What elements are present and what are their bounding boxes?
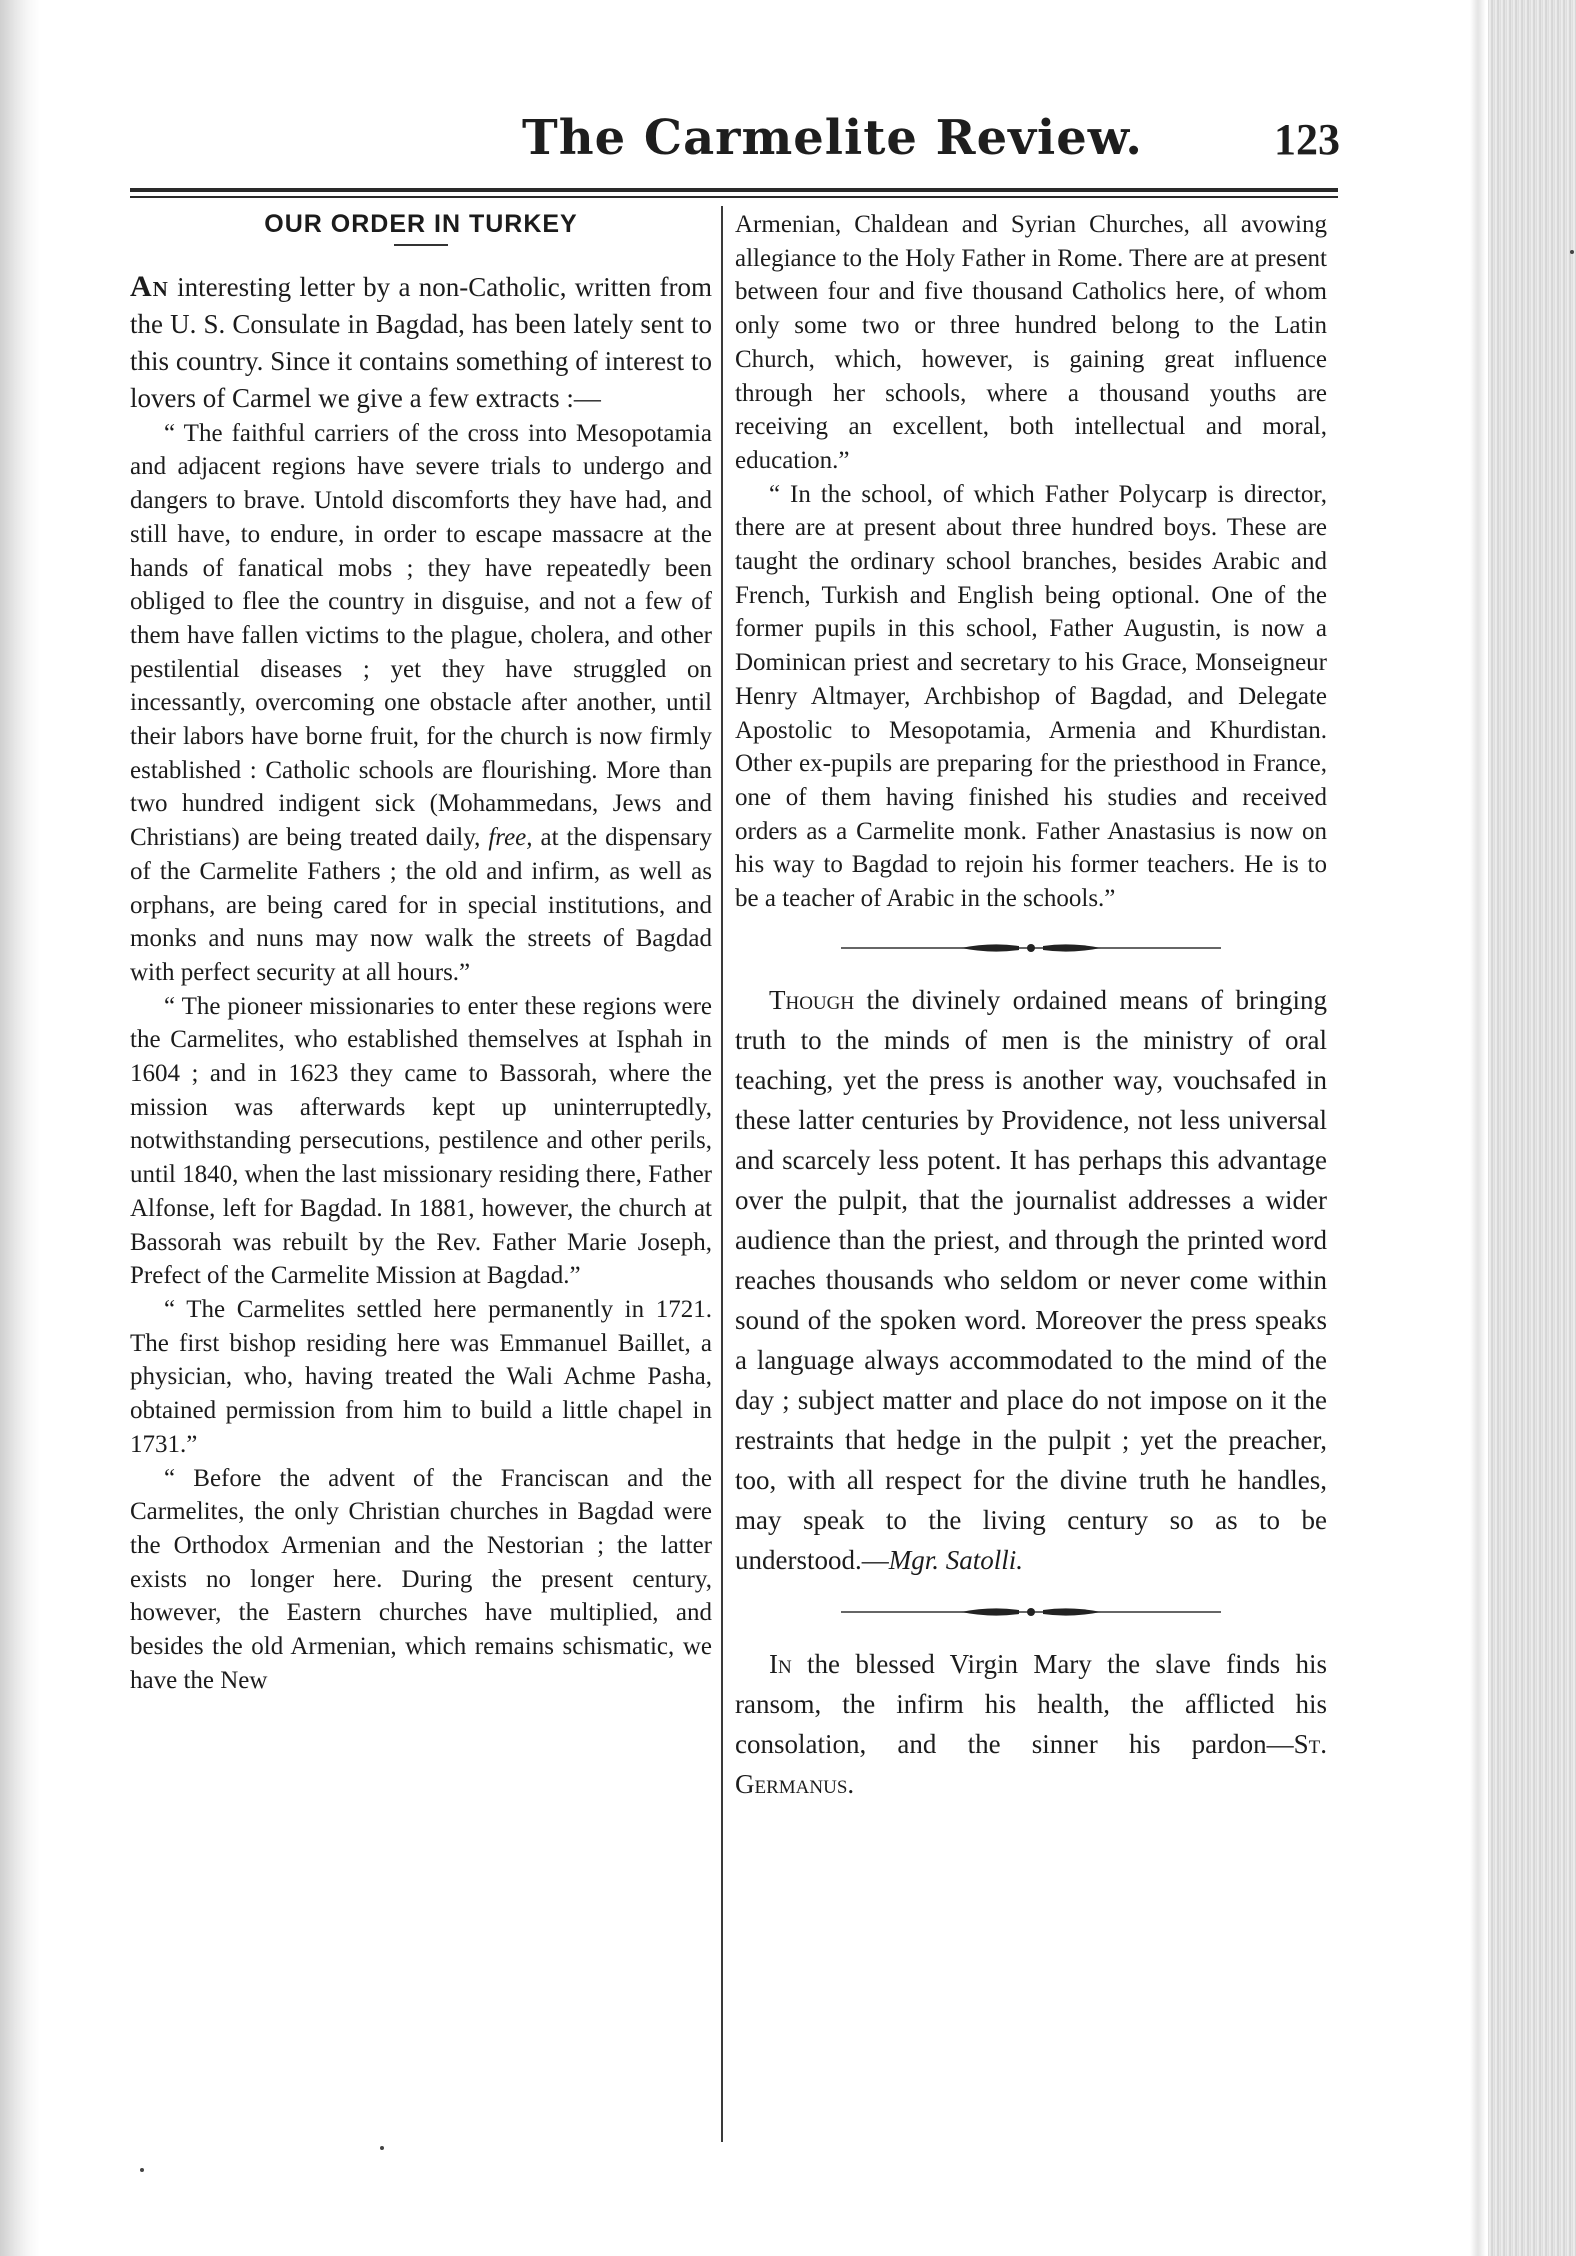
paragraph-1 [130,417,712,990]
running-header [130,110,1340,180]
scan-speck [1570,250,1574,254]
page-number: 123 [1274,115,1340,164]
article-heading: OUR ORDER IN TURKEY [264,210,578,238]
paragraph-4: “ Before the advent of the Franciscan and the Carmelites, the only Christian churches in Bagdad were the Orthodox Armenian and the Nestorian ; the latter exists no longer here. During the present century, however, the Eastern churches have multiplied, and besides the old Armenian, which remains schismatic, we have the New [130,1464,712,1694]
press-note-attribution: Mgr. Satolli. [888,1544,1023,1575]
ornament-divider-1 [841,936,1221,960]
intro-first-word: An [130,269,169,303]
paragraph-5: “ In the school, of which Father Polycarp is director, there are at present about three hundred boys. These are taught the ordinary school branches, besides Arabic and French, Turkish and English being optional. One of the former pupils in this school, Father Augustin, is now a Dominican priest and secretary to his Grace, Monseigneur Henry Altmayer, Archbishop of Bagdad, and Delegate Apostolic to Mesopotamia, Armenia and Khurdistan. Other ex-pupils are preparing for the priesthood in France, one of them having finished his studies and received orders as a Carmelite monk. Father Anastasius is now on his way to Bagdad to rejoin his former teachers. He is to be a teacher of Arabic in the schools.” [735,480,1327,913]
running-title: The Carmelite Review. [522,110,1143,166]
book-page-edges [1488,0,1576,2256]
article-continuation [735,208,1327,916]
press-note-body: the divinely ordained means of bringing truth to the minds of men is the ministry of oral teaching, yet the press is another way, vouchsafed in these latter centuries by Providence, not less universal and scarcely less potent. It has perhaps this advantage over the pulpit, that the journalist addresses a wider audience than the priest, and through the printed word reaches thousands who seldom or never come within sound of the spoken word. Moreover the press speaks a language always accommodated to the mind of the day ; subject matter and place do not impose on it the restraints that hedge in the pulpit ; yet the preacher, too, with all respect for the divine truth he handles, may speak to the living century so as to be understood.— [735,984,1328,1575]
mary-note-body: the blessed Virgin Mary the slave finds his ransom, the infirm his health, the afflicted his consolation, and the sinner his pardon— [735,1648,1327,1759]
paragraph-1-rest: at the dispensary of the Carmelite Fathers ; the old and infirm, as well as orphans, are being cared for in special institutions, and monks and nuns may now walk the streets of Bagdad with perfect security at all hours.” [130,824,712,986]
right-column [735,208,1327,1804]
header-rule-thin [130,196,1338,198]
paragraph-1-free: free, [488,824,533,852]
heading-rule [394,244,448,246]
mary-note-attribution: St. Germanus. [735,1728,1327,1799]
scan-speck [140,2168,144,2172]
press-note-text [735,980,1327,1580]
article-intro [130,268,712,417]
intro-text: interesting letter by a non-Catholic, written from the U. S. Consulate in Bagdad, has been lately sent to this country. Since it contains something of interest to lovers of Carmel we give a few extracts :— [130,271,712,413]
scan-speck [380,2146,384,2150]
header-rule-thick [130,188,1338,192]
page-scan-edge-left [0,0,40,2256]
paragraph-2: “ The pioneer missionaries to enter these regions were the Carmelites, who established themselves at Isphah in 1604 ; and in 1623 they came to Bassorah, where the mission was afterwards kept up uninterruptedly, notwithstanding persecutions, pestilence and other perils, until 1840, when the last missionary residing there, Father Alfonse, left for Bagdad. In 1881, however, the church at Bassorah was rebuilt by the Rev. Father Marie Joseph, Prefect of the Carmelite Mission at Bagdad.” [130,992,712,1290]
paragraph-1-text: “ The faithful carriers of the cross into Mesopotamia and adjacent regions have severe trials to undergo and dangers to brave. Untold discomforts they have had, and still have, to endure, in order to escape massacre at the hands of fanatical mobs ; they have repeatedly been obliged to flee the country in disguise, and not a few of them have fallen victims to the plague, cholera, and other pestilential diseases ; yet they have struggled on incessantly, overcoming one obstacle after another, until their labors have borne fruit, for the church is now firmly established : Catholic schools are flourishing. More than two hundred indigent sick (Mohammedans, Jews and Christians) are being treated daily, [130,419,712,852]
column-divider [721,206,723,2142]
mary-note-text [735,1644,1327,1804]
ornament-divider-2 [841,1600,1221,1624]
paragraph-4-continued: Armenian, Chaldean and Syrian Churches, all avowing allegiance to the Holy Father in Rome. There are at present between four and five thousand Catholics here, of whom only some two or three hundred belong to the Latin Church, which, however, is gaining great influence through her schools, where a thousand youths are receiving an excellent, both intellectual and moral, education.” [735,211,1327,474]
press-note-first-word: Though [769,984,855,1015]
page-gutter [1470,0,1486,2256]
mary-note [735,1644,1327,1804]
paragraph-3: “ The Carmelites settled here permanently in 1721. The first bishop residing here was Emmanuel Baillet, a physician, who, having treated the Wali Achme Pasha, obtained permission from him to build a little chapel in 1731.” [130,1295,712,1458]
left-column [130,208,712,1697]
mary-note-first-word: In [769,1648,792,1679]
press-note [735,980,1327,1580]
